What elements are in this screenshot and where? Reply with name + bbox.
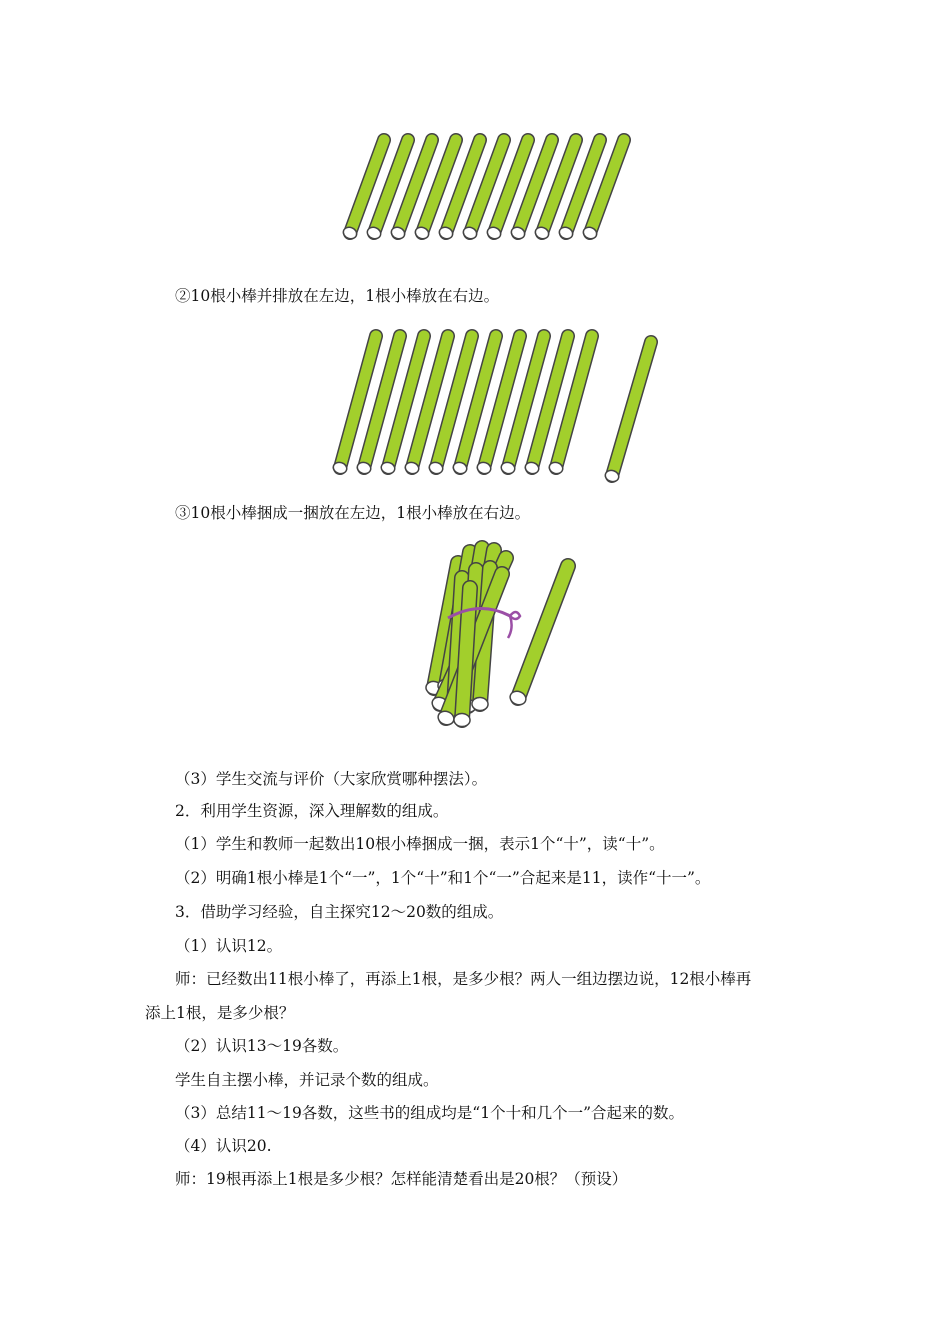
text-line: 师：19根再添上1根是多少根？怎样能清楚看出是20根？（预设）	[175, 1170, 628, 1188]
text-line: （3）学生交流与评价（大家欣赏哪种摆法）。	[175, 770, 488, 788]
text-line: （2）明确1根小棒是1个“一”，1个“十”和1个“一”合起来是11，读作“十一”。	[175, 869, 711, 887]
eleven-sticks-row-figure	[330, 120, 660, 250]
text-line: （1）学生和教师一起数出10根小棒捆成一捆，表示1个“十”，读“十”。	[175, 835, 665, 853]
text-line: （4）认识20.	[175, 1137, 272, 1155]
text-line: （2）认识13～19各数。	[175, 1037, 349, 1055]
text-line: 学生自主摆小棒，并记录个数的组成。	[175, 1071, 439, 1089]
stick	[508, 566, 568, 707]
ten-plus-one-sticks-figure	[320, 318, 670, 488]
text-line: ③10根小棒捆成一捆放在左边，1根小棒放在右边。	[175, 504, 531, 522]
bundle-and-single-stick-figure	[410, 538, 590, 728]
text-line: （1）认识12。	[175, 937, 283, 955]
text-line: ②10根小棒并排放在左边，1根小棒放在右边。	[175, 287, 500, 305]
text-line: 2．利用学生资源，深入理解数的组成。	[175, 802, 449, 820]
text-line: 添上1根，是多少根？	[145, 1004, 295, 1022]
text-line: 师：已经数出11根小棒了，再添上1根，是多少根？两人一组边摆边说，12根小棒再	[175, 970, 752, 988]
stick	[604, 342, 651, 483]
text-line: 3．借助学习经验，自主探究12～20数的组成。	[175, 903, 504, 921]
text-line: （3）总结11～19各数，这些书的组成均是“1个十和几个一”合起来的数。	[175, 1104, 685, 1122]
